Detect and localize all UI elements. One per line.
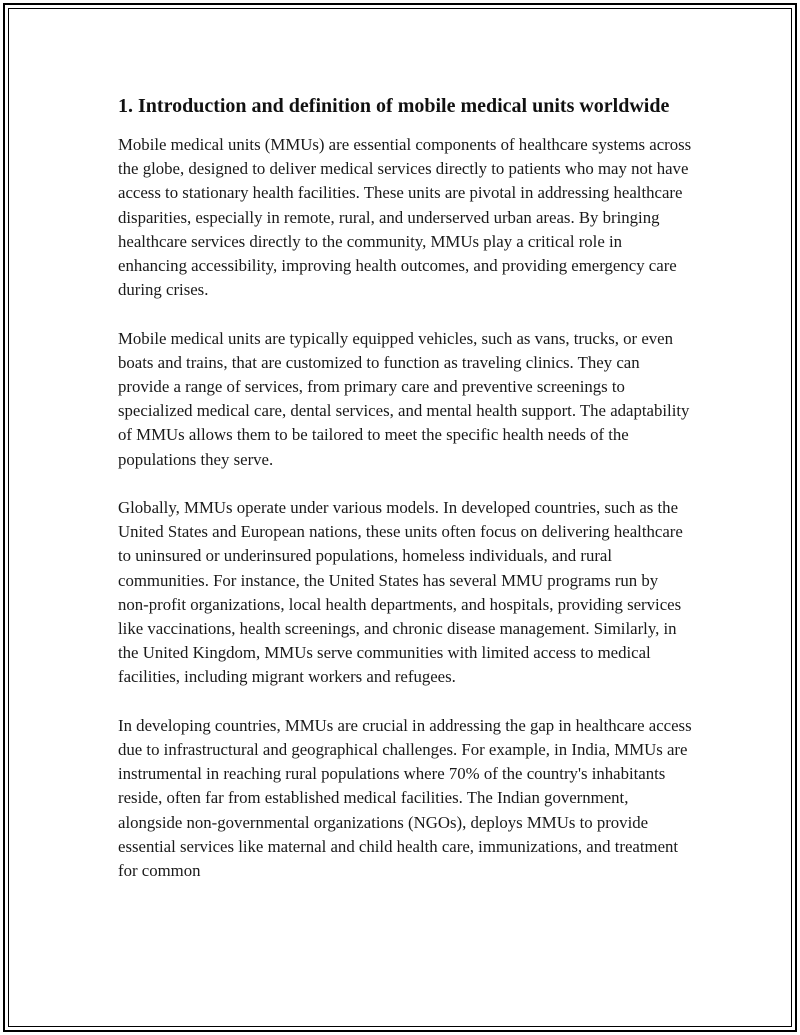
- paragraph-3: Globally, MMUs operate under various models. In developed countries, such as the United States and European nations, these units often focus on delivering healthcare to uninsured or underinsured populations, homeless individuals, and rural communities. For instance, the United States has several MMU programs run by non-profit organizations, local health departments, and hospitals, providing services like vaccinations, health screenings, and chronic disease management. Similarly, in the United Kingdom, MMUs serve communities with limited access to medical facilities, including migrant workers and refugees.: [118, 498, 683, 687]
- document-body: [118, 92, 693, 907]
- section-heading: 1. Introduction and definition of mobile medical units worldwide: [118, 95, 670, 117]
- paragraph-4: In developing countries, MMUs are crucial in addressing the gap in healthcare access due to infrastructural and geographical challenges. For example, in India, MMUs are instrumental in reaching rural populations where 70% of the country's inhabitants reside, often far from established medical facilities. The Indian government, alongside non-governmental organizations (NGOs), deploys MMUs to provide essential services like maternal and child health care, immunizations, and treatment for common: [118, 715, 692, 881]
- paragraph-1: Mobile medical units (MMUs) are essential components of healthcare systems across the globe, designed to deliver medical services directly to patients who may not have access to stationary health facilities. These units are pivotal in addressing healthcare disparities, especially in remote, rural, and underserved urban areas. By bringing healthcare services directly to the community, MMUs play a critical role in enhancing accessibility, improving health outcomes, and providing emergency care during crises.: [118, 135, 692, 300]
- paragraph-2: Mobile medical units are typically equipped vehicles, such as vans, trucks, or even boats and trains, that are customized to function as traveling clinics. They can provide a range of services, from primary care and preventive screenings to specialized medical care, dental services, and mental health support. The adaptability of MMUs allows them to be tailored to meet the specific health needs of the populations they serve.: [118, 328, 690, 469]
